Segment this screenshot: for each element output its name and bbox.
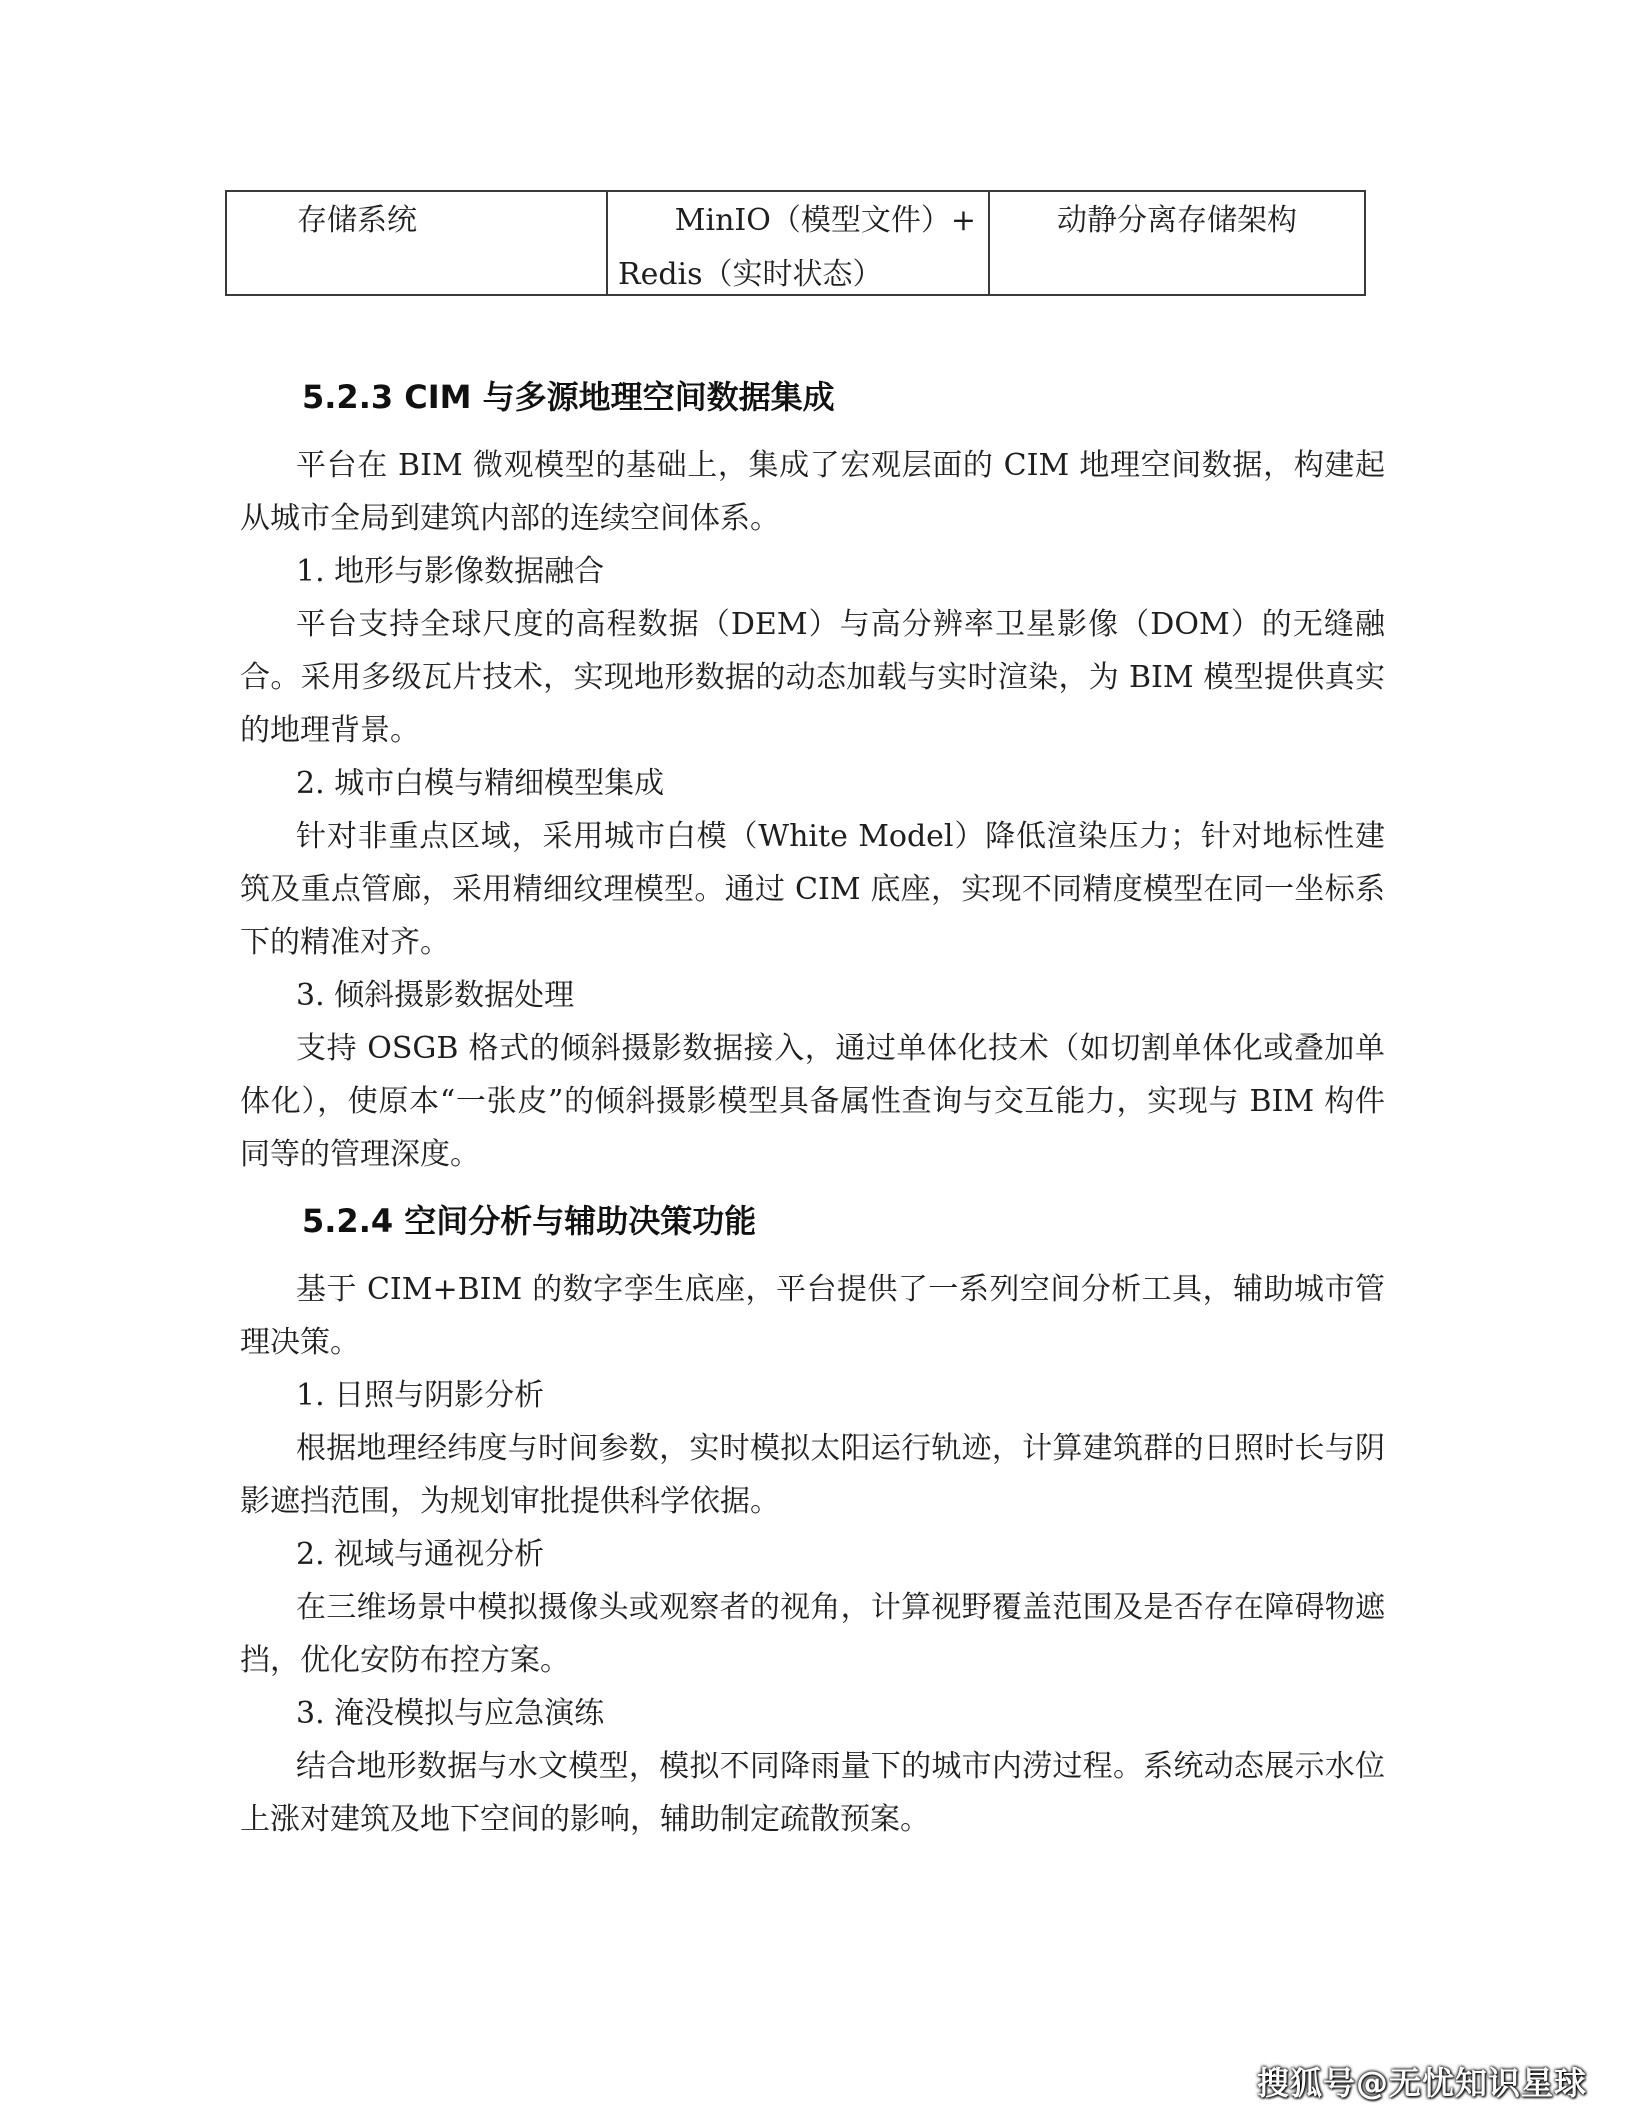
watermark: 搜狐号@无忧知识星球 [1256,2064,1587,2102]
table-cell-tech-line2: Redis（实时状态） [618,257,883,292]
table-cell-technology [608,192,990,294]
section-523-item-2-body: 针对非重点区域，采用城市白模（White Model）降低渲染压力；针对地标性建筑及重点管廊，采用精细纹理模型。通过 CIM 底座，实现不同精度模型在同一坐标系下的精准对齐。 [240,819,1385,960]
table-cell-tech-line1: MinIO（模型文件）+ [674,203,976,238]
section-524-item-3-title: 3. 淹没模拟与应急演练 [296,1696,605,1731]
section-523-intro: 平台在 BIM 微观模型的基础上，集成了宏观层面的 CIM 地理空间数据，构建起从城市全局到建筑内部的连续空间体系。 [240,448,1385,536]
section-523-item-1-body: 平台支持全球尺度的高程数据（DEM）与高分辨率卫星影像（DOM）的无缝融合。采用多级瓦片技术，实现地形数据的动态加载与实时渲染，为 BIM 模型提供真实的地理背景。 [240,607,1385,748]
table-cell-name: 存储系统 [227,192,608,294]
section-heading-523: 5.2.3 CIM 与多源地理空间数据集成 [302,378,835,416]
section-heading-524: 5.2.4 空间分析与辅助决策功能 [302,1202,757,1240]
section-523-item-2-title: 2. 城市白模与精细模型集成 [296,766,665,801]
section-524-item-1-body: 根据地理经纬度与时间参数，实时模拟太阳运行轨迹，计算建筑群的日照时长与阴影遮挡范围，为规划审批提供科学依据。 [240,1431,1385,1519]
section-524-item-2-title: 2. 视域与通视分析 [296,1537,545,1572]
storage-table-row [225,190,1366,296]
section-523-item-3-title: 3. 倾斜摄影数据处理 [296,978,575,1013]
section-524-item-3-body: 结合地形数据与水文模型，模拟不同降雨量下的城市内涝过程。系统动态展示水位上涨对建筑及地下空间的影响，辅助制定疏散预案。 [240,1749,1385,1837]
section-523-item-1-title: 1. 地形与影像数据融合 [296,554,605,589]
section-524-item-1-title: 1. 日照与阴影分析 [296,1378,545,1413]
table-cell-description: 动静分离存储架构 [1057,203,1297,238]
document-body [240,375,1385,1846]
section-524-intro: 基于 CIM+BIM 的数字孪生底座，平台提供了一系列空间分析工具，辅助城市管理决策。 [240,1272,1385,1360]
section-523-item-3-body: 支持 OSGB 格式的倾斜摄影数据接入，通过单体化技术（如切割单体化或叠加单体化），使原本“一张皮”的倾斜摄影模型具备属性查询与交互能力，实现与 BIM 构件同等的管理深度。 [240,1031,1385,1172]
section-524-item-2-body: 在三维场景中模拟摄像头或观察者的视角，计算视野覆盖范围及是否存在障碍物遮挡，优化安防布控方案。 [240,1590,1385,1678]
